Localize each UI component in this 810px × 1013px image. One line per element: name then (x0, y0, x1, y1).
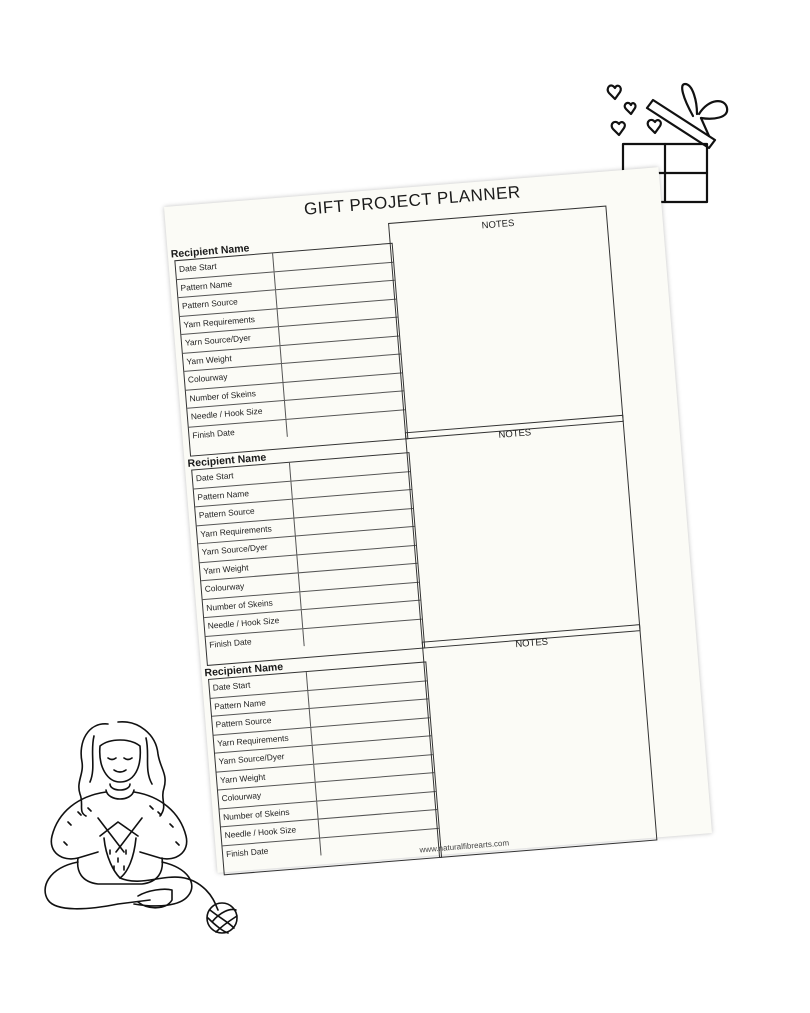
field-label: Date Start (209, 672, 308, 697)
field-label: Date Start (192, 463, 291, 488)
field-label: Colourway (218, 783, 317, 808)
field-label: Yarn Weight (200, 555, 299, 580)
field-label: Finish Date (206, 629, 305, 654)
field-label: Needle / Hook Size (204, 610, 303, 635)
notes-box (422, 624, 658, 858)
page-title: GIFT PROJECT PLANNER (303, 182, 522, 219)
field-label: Needle / Hook Size (187, 401, 286, 426)
field-label: Yarn Weight (183, 346, 282, 371)
field-label: Pattern Name (177, 272, 276, 297)
field-label: Yarn Requirements (197, 518, 296, 543)
field-label: Number of Skeins (186, 382, 285, 407)
field-label: Colourway (184, 364, 283, 389)
recipient-name-label: Recipient Name (187, 451, 267, 470)
field-label: Pattern Name (211, 690, 310, 715)
field-label: Pattern Name (194, 481, 293, 506)
knitting-woman-illustration (38, 712, 248, 937)
field-label: Number of Skeins (203, 592, 302, 617)
notes-label: NOTES (481, 217, 515, 232)
recipient-name-label: Recipient Name (204, 660, 284, 680)
project-fields-table (174, 243, 408, 457)
field-label: Yarn Requirements (180, 309, 279, 334)
field-label: Yarn Weight (217, 764, 316, 789)
field-label: Finish Date (222, 838, 321, 863)
field-label: Pattern Source (178, 290, 277, 315)
notes-label: NOTES (514, 636, 549, 651)
notes-label: NOTES (498, 427, 532, 441)
field-label: Yarn Requirements (214, 727, 313, 752)
field-label: Yarn Source/Dyer (181, 327, 280, 352)
field-label: Colourway (201, 573, 300, 598)
recipient-name-label: Recipient Name (170, 242, 250, 261)
field-label: Date Start (175, 253, 274, 278)
project-fields-table (191, 452, 425, 666)
field-label: Number of Skeins (219, 801, 318, 826)
field-label: Pattern Source (195, 500, 294, 525)
notes-box (388, 205, 624, 439)
field-label: Yarn Source/Dyer (215, 746, 314, 771)
website-footer: www.naturalfibrearts.com (419, 838, 510, 855)
field-label: Yarn Source/Dyer (198, 536, 297, 561)
field-label: Pattern Source (212, 709, 311, 734)
field-label: Needle / Hook Size (221, 820, 320, 845)
field-label: Finish Date (189, 419, 288, 444)
notes-box (405, 415, 641, 649)
project-section-3 (204, 627, 678, 878)
